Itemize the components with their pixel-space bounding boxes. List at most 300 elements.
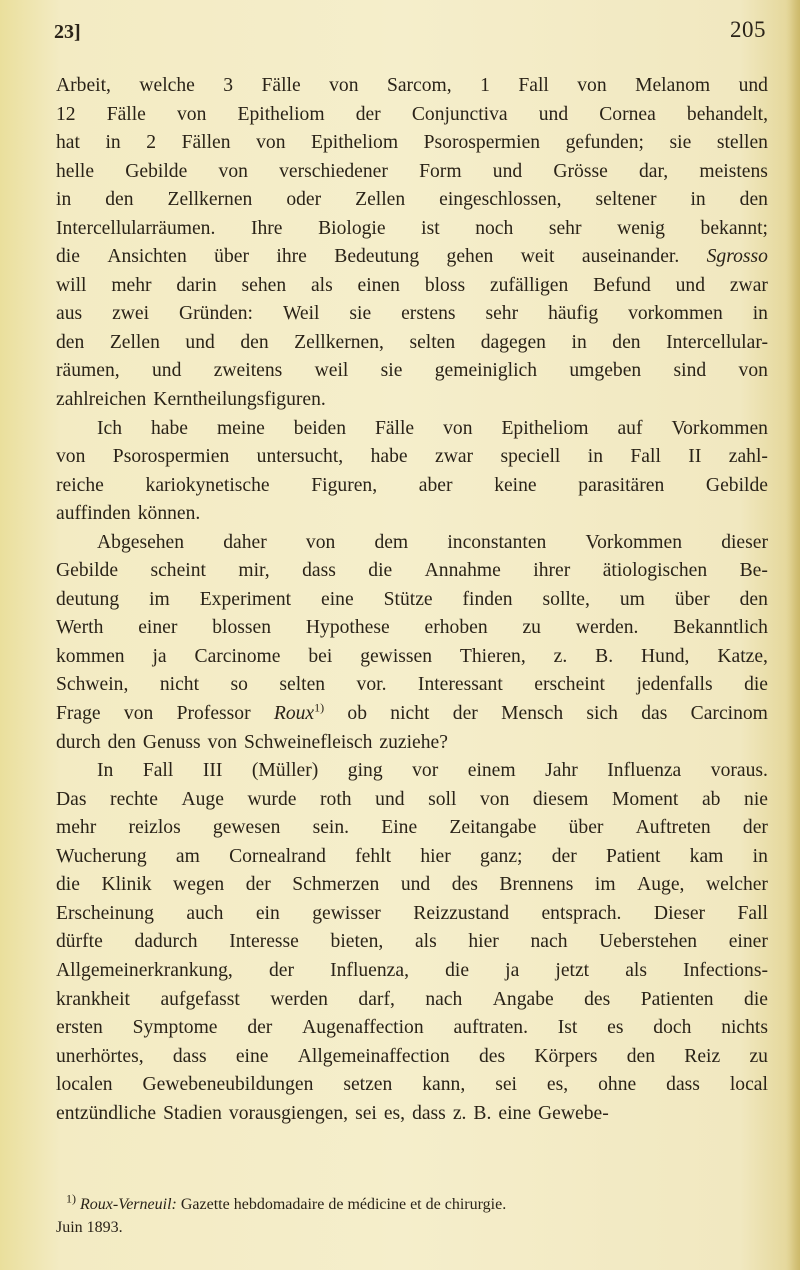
word: dass — [172, 1045, 207, 1067]
word: erhoben — [424, 617, 488, 639]
word: ganz; — [480, 845, 523, 867]
word: 1 — [480, 75, 490, 96]
word: gewisser — [312, 902, 381, 924]
word: Hund, — [641, 645, 690, 667]
word: Intercellular- — [666, 331, 768, 353]
word: sie — [380, 360, 403, 382]
word: welche — [139, 75, 195, 96]
word: gewesen — [212, 817, 281, 839]
text-line — [56, 928, 768, 957]
word: diesem — [532, 788, 589, 810]
word: Thieren, — [459, 645, 526, 667]
word: aufgefasst — [160, 988, 240, 1010]
word: 2 — [146, 132, 157, 154]
word: Zellen — [355, 189, 406, 211]
word: vor — [412, 760, 439, 782]
word: und — [675, 274, 706, 296]
word: Mensch — [501, 703, 564, 725]
word: über — [568, 817, 604, 839]
word: beiden — [293, 417, 346, 439]
word: die — [744, 674, 768, 696]
word: III — [202, 760, 223, 782]
word: Schwein, — [56, 674, 129, 696]
word: Interessant — [417, 674, 503, 696]
word: mir, — [238, 560, 270, 582]
word: Weil — [282, 303, 320, 325]
text-line — [56, 129, 768, 158]
footnote-text: Gazette hebdomadaire de médicine et de chirurgie. — [180, 1196, 507, 1213]
page-edge-shadow — [786, 0, 800, 1270]
word: dass — [302, 560, 336, 582]
word: selten — [409, 331, 456, 353]
word: zufälligen — [489, 274, 569, 296]
word: hier — [468, 931, 499, 953]
word: Cornealrand — [229, 845, 326, 867]
paragraph — [56, 757, 768, 1128]
word: zahl- — [728, 446, 768, 468]
text-line — [56, 1014, 768, 1043]
body-text — [56, 72, 768, 1128]
word: finden — [462, 588, 513, 610]
word: B. — [595, 645, 614, 667]
word: will — [56, 274, 87, 296]
word: von — [329, 75, 359, 96]
text-line — [56, 1100, 768, 1129]
word: soll — [428, 788, 457, 810]
word: bieten, — [330, 931, 384, 953]
word: die — [56, 246, 80, 268]
text-line — [56, 557, 768, 586]
word: Brennens — [499, 874, 574, 896]
word: Bedeutung — [334, 246, 420, 268]
word: ersten — [56, 1017, 103, 1039]
word: um — [619, 588, 645, 610]
word: die — [368, 560, 393, 582]
text-line — [56, 957, 768, 986]
word: ging — [347, 760, 383, 782]
word: der — [247, 1017, 273, 1039]
word: es — [607, 1017, 624, 1039]
word: dürfte — [56, 931, 103, 953]
word: in — [690, 189, 706, 211]
word: noch — [475, 217, 514, 239]
word: auseinander. — [581, 246, 680, 268]
word: Experiment — [199, 588, 292, 610]
word: speciell — [500, 446, 561, 468]
word: mehr — [111, 274, 152, 296]
word: kommen — [56, 645, 125, 667]
word: Influenza, — [330, 959, 409, 981]
word: Psorospermien — [112, 446, 230, 468]
text-line — [56, 1071, 768, 1100]
word: aus — [56, 303, 83, 325]
text-line — [56, 700, 768, 729]
word: entsprach. — [541, 902, 622, 924]
word: gemeiniglich — [434, 360, 538, 382]
word: localen — [56, 1074, 113, 1096]
text-line — [56, 243, 768, 272]
word: Jahr — [545, 760, 578, 782]
word: kariokynetische — [145, 474, 270, 496]
word: dar, — [639, 160, 669, 182]
word: Ihre — [250, 217, 283, 239]
word: auftraten. — [453, 1017, 528, 1039]
word: zu — [522, 617, 541, 639]
word: den — [107, 731, 136, 753]
word: von — [443, 417, 473, 439]
word: Dieser — [653, 902, 706, 924]
word: deutung — [56, 588, 120, 610]
word: ist — [421, 217, 440, 239]
word: Fällen — [181, 132, 231, 154]
word: sein. — [312, 817, 350, 839]
word: der — [355, 103, 381, 125]
word: Infections- — [683, 959, 768, 981]
word: Fall — [142, 760, 174, 782]
word: von — [738, 360, 768, 382]
word: Wucherung — [56, 845, 147, 867]
footnote-marker: 1) — [66, 1191, 76, 1206]
word: reizlos — [128, 817, 181, 839]
word: Professor — [176, 703, 251, 725]
word: Zeitangabe — [449, 817, 537, 839]
word: nach — [530, 931, 568, 953]
word: gehen — [446, 246, 494, 268]
word: im — [149, 588, 170, 610]
word: als — [310, 274, 333, 296]
word: Eine — [381, 817, 418, 839]
word: Zellen — [109, 331, 160, 353]
word: wenig — [617, 217, 665, 239]
text-line — [56, 986, 768, 1015]
word: von — [577, 75, 607, 96]
word: Form — [419, 160, 462, 182]
word: ihrer — [533, 560, 571, 582]
word: eine — [321, 588, 354, 610]
word: erstens — [401, 303, 456, 325]
word: dagegen — [480, 331, 546, 353]
word: ab — [701, 788, 721, 810]
word: zweitens — [213, 360, 283, 382]
word: Gründen: — [179, 303, 254, 325]
footnote-line-2: Juin 1893. — [56, 1219, 123, 1236]
text-line — [56, 643, 768, 672]
word: von — [56, 446, 86, 468]
word: des — [451, 874, 478, 896]
word: von — [123, 703, 154, 725]
word: roth — [320, 788, 352, 810]
word: die — [445, 959, 470, 981]
word: Fall — [630, 446, 661, 468]
word: Arbeit, — [56, 75, 111, 96]
word: können. — [137, 503, 201, 525]
word: Interesse — [229, 931, 299, 953]
word: den — [56, 331, 85, 353]
footnote-line-1 — [56, 1193, 768, 1216]
word: Auge, — [637, 874, 685, 896]
word: von — [256, 132, 286, 154]
footnote-author: Roux-Verneuil: — [80, 1196, 177, 1213]
word: sie — [349, 303, 372, 325]
word: der — [742, 817, 768, 839]
word: Epitheliom — [501, 417, 589, 439]
word: Katze, — [717, 645, 768, 667]
word: Fälle — [374, 417, 415, 439]
word: Befund — [593, 274, 651, 296]
word: von — [177, 103, 207, 125]
word: häufig — [548, 303, 599, 325]
word: ein — [255, 902, 280, 924]
word: Fall — [518, 75, 549, 96]
word: Stütze — [383, 588, 433, 610]
word: ob — [347, 703, 368, 725]
word: dieser — [721, 531, 768, 553]
word: und — [538, 103, 569, 125]
word: Sarcom, — [386, 75, 452, 96]
text-line — [56, 472, 768, 501]
word: die — [744, 988, 768, 1010]
word: Zellkernen — [167, 189, 253, 211]
word: welcher — [705, 874, 768, 896]
word: Ansichten — [107, 246, 187, 268]
word: den — [739, 189, 768, 211]
word: ohne — [598, 1074, 637, 1096]
word: über — [674, 588, 710, 610]
word: sind — [673, 360, 707, 382]
word: als — [625, 959, 647, 981]
word: und — [375, 788, 405, 810]
word: voraus. — [710, 760, 768, 782]
word: vor. — [356, 674, 387, 696]
word: Werth — [56, 617, 104, 639]
word: von — [207, 731, 238, 753]
word: meistens — [699, 160, 768, 182]
word: erscheint — [534, 674, 605, 696]
word: des — [584, 988, 611, 1010]
word: Be- — [739, 560, 768, 582]
word: Augenaffection — [302, 1017, 424, 1039]
word: den — [739, 588, 768, 610]
word: Figuren, — [311, 474, 378, 496]
word: verschiedener — [279, 160, 388, 182]
word: in — [105, 132, 121, 154]
word: nicht — [390, 703, 430, 725]
word: in — [571, 331, 587, 353]
page-number: 205 — [730, 17, 766, 42]
word: in — [56, 189, 72, 211]
word: wurde — [247, 788, 297, 810]
text-line — [56, 586, 768, 615]
text-line — [56, 1043, 768, 1072]
word: nichts — [721, 1017, 768, 1039]
word: der — [245, 874, 271, 896]
word: Genuss — [142, 731, 201, 753]
word: es, — [383, 1102, 406, 1124]
text-line — [56, 757, 768, 786]
word: (Müller) — [251, 760, 319, 782]
word: in — [587, 446, 603, 468]
text-line — [56, 386, 768, 415]
word: hat — [56, 132, 80, 154]
word: doch — [653, 1017, 692, 1039]
word: auffinden — [56, 503, 131, 525]
word: werden. — [575, 617, 639, 639]
word: durch — [56, 731, 101, 753]
word: Patient — [606, 845, 661, 867]
word: sehr — [485, 303, 519, 325]
text-line — [56, 814, 768, 843]
text-line — [56, 272, 768, 301]
word: Ist — [557, 1017, 578, 1039]
text-line — [56, 329, 768, 358]
word: Allgemeinaffection — [297, 1045, 450, 1067]
word: Roux$^{1)}$ — [273, 700, 325, 725]
word: Symptome — [132, 1017, 218, 1039]
word: einer — [728, 931, 768, 953]
word: einer — [138, 617, 178, 639]
word: es, — [546, 1074, 569, 1096]
text-line — [56, 786, 768, 815]
word: den — [105, 189, 134, 211]
word: Gewebeneubildungen — [142, 1074, 314, 1096]
word: Hypothese — [305, 617, 390, 639]
word: Epitheliom — [311, 132, 399, 154]
word: ihre — [276, 246, 307, 268]
text-line — [56, 415, 768, 444]
word: und — [738, 75, 768, 96]
word: von — [305, 531, 336, 553]
word: Schmerzen — [292, 874, 380, 896]
word: dem — [374, 531, 409, 553]
word: habe — [370, 446, 408, 468]
word: z. — [553, 645, 568, 667]
word: Melanom — [635, 75, 711, 96]
text-line — [56, 215, 768, 244]
word: dadurch — [134, 931, 198, 953]
word: darf, — [358, 988, 395, 1010]
word: werden — [270, 988, 328, 1010]
word: habe — [150, 417, 188, 439]
word: Patienten — [640, 988, 714, 1010]
word: helle — [56, 160, 95, 182]
word: des — [478, 1045, 506, 1067]
word: rechte — [110, 788, 158, 810]
word: den — [612, 331, 641, 353]
word: und — [185, 331, 215, 353]
word: weil — [314, 360, 349, 382]
word: sei — [495, 1074, 517, 1096]
text-line — [56, 158, 768, 187]
word: die — [56, 874, 80, 896]
text-line — [56, 614, 768, 643]
word: Körpers — [534, 1045, 598, 1067]
word: Psorospermien — [423, 132, 541, 154]
word: Fälle — [106, 103, 146, 125]
word: Vorkommen — [585, 531, 683, 553]
page-header — [54, 17, 766, 57]
word: Carcinom — [690, 703, 768, 725]
word: in — [752, 303, 768, 325]
text-line — [56, 101, 768, 130]
text-line — [56, 671, 768, 700]
word: Allgemeinerkrankung, — [56, 959, 233, 981]
word: den — [626, 1045, 656, 1067]
word: sei — [355, 1102, 377, 1124]
word: weit — [520, 246, 555, 268]
word: der — [452, 703, 478, 725]
word: mehr — [56, 817, 97, 839]
word: 3 — [223, 75, 234, 96]
word: und — [400, 874, 431, 896]
text-line — [56, 729, 768, 758]
word: Vorkommen — [671, 417, 768, 439]
word: Influenza — [607, 760, 682, 782]
word: Bekanntlich — [673, 617, 768, 639]
word: ätiologischen — [602, 560, 708, 582]
word: Biologie — [318, 217, 386, 239]
word: Ich — [97, 417, 123, 439]
text-line — [56, 443, 768, 472]
word: auf — [617, 417, 643, 439]
word: Annahme — [424, 560, 501, 582]
word: Gewebe- — [538, 1102, 609, 1124]
word: dass — [412, 1102, 446, 1124]
word: vorkommen — [628, 303, 723, 325]
word: Zellkernen, — [294, 331, 384, 353]
word: keine — [494, 474, 537, 496]
word: B. — [473, 1102, 492, 1124]
word: parasitären — [578, 474, 665, 496]
word: Frage — [56, 703, 101, 725]
word: ja — [152, 645, 167, 667]
word: In — [97, 760, 114, 782]
word: darin — [176, 274, 217, 296]
paragraph — [56, 529, 768, 757]
word: seltener — [595, 189, 657, 211]
word: sehr — [548, 217, 582, 239]
text-line — [56, 300, 768, 329]
word: sollte, — [542, 588, 590, 610]
section-page-ref: 23] — [54, 21, 81, 43]
word: gefunden; — [565, 132, 644, 154]
word: Reizzustand — [413, 902, 510, 924]
word: zwei — [112, 303, 150, 325]
word: bei — [308, 645, 333, 667]
word: und — [151, 360, 182, 382]
word: und — [492, 160, 523, 182]
word: sie — [669, 132, 692, 154]
word: über — [214, 246, 249, 268]
word: das — [641, 703, 668, 725]
word: Epitheliom — [237, 103, 325, 125]
word: Gebilde — [125, 160, 188, 182]
word: Angabe — [492, 988, 554, 1010]
text-line — [56, 843, 768, 872]
word: selten — [279, 674, 326, 696]
text-line — [56, 500, 768, 529]
word: im — [594, 874, 616, 896]
word: 12 — [56, 103, 76, 125]
word: dass — [666, 1074, 700, 1096]
word: jetzt — [555, 959, 590, 981]
text-line — [56, 357, 768, 386]
text-line — [56, 529, 768, 558]
word: II — [688, 446, 702, 468]
word: räumen, — [56, 360, 120, 382]
word: krankheit — [56, 988, 130, 1010]
word: nach — [425, 988, 463, 1010]
footnote — [56, 1193, 768, 1239]
